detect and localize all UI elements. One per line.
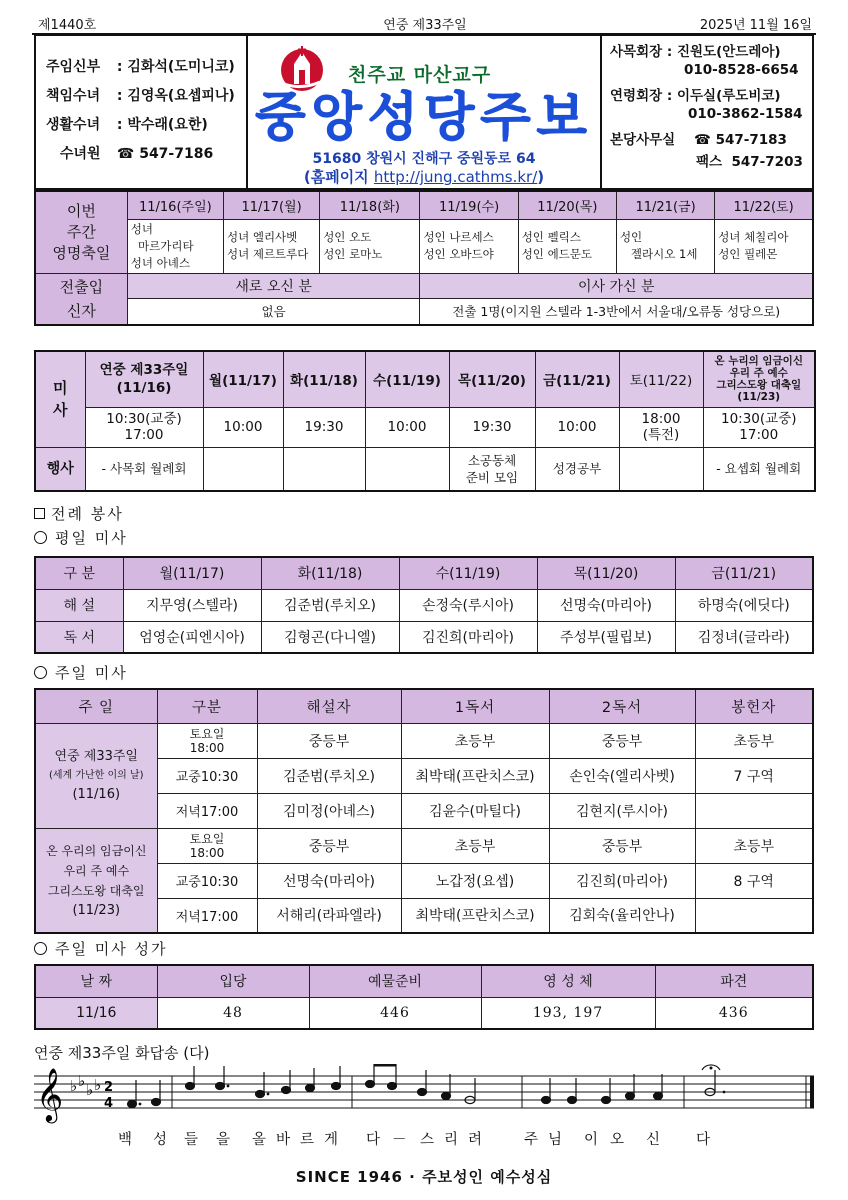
moved-members-header: 이사 가신 분 (420, 273, 813, 299)
moved-members-value: 전출 1명(이지원 스텔라 1-3반에서 서울대/오류동 성당으로) (420, 299, 813, 325)
table-cell: 노갑정(요셉) (401, 863, 549, 898)
clergy-info (36, 36, 248, 188)
mass-slot: 교중10:30 (157, 758, 257, 793)
lyric-syllable: 성 (153, 1132, 168, 1148)
event-cell: - 사목회 월례회 (85, 447, 203, 491)
new-members-value: 없음 (127, 299, 420, 325)
hymn-number: 193, 197 (481, 997, 655, 1029)
table-cell: 김현지(루시아) (549, 793, 695, 828)
bulletin-header (34, 34, 814, 190)
sunday-section-title: 주일 미사 (34, 662, 128, 683)
funeral-society-president: 연령회장 : 이두실(루도비코) (610, 88, 781, 104)
hymn-date: 11/16 (35, 997, 157, 1029)
lyric-syllable: 리 (444, 1132, 459, 1148)
mass-day: 화(11/18) (283, 351, 365, 407)
contact-info (600, 36, 812, 188)
table-cell: 8 구역 (695, 863, 813, 898)
hymn-table (34, 964, 814, 1030)
table-row (35, 997, 813, 1029)
diocese-logo-icon (280, 44, 328, 94)
weekday-section-title: 평일 미사 (34, 527, 128, 548)
table-cell: 김진희(마리아) (549, 863, 695, 898)
feast-saints: 성녀 엘리사벳 성녀 제르트루다 (223, 219, 319, 273)
feast-day: 11/22(토) (715, 191, 813, 219)
lyric-syllable: 게 (324, 1132, 339, 1148)
lyric-syllable: 르 (300, 1132, 315, 1148)
mass-side-label: 미 사 (35, 351, 85, 447)
phone-icon: ☎ (694, 132, 711, 148)
bulletin-title-block (248, 36, 600, 188)
svg-text:♭: ♭ (86, 1081, 94, 1099)
table-cell: 중등부 (549, 723, 695, 758)
sunday-mass-table (34, 688, 814, 934)
transfer-header: 전출입 신자 (35, 273, 127, 325)
circle-bullet-icon (34, 531, 47, 544)
column-header: 주 일 (35, 689, 157, 723)
table-row (35, 589, 813, 621)
table-row (35, 621, 813, 653)
column-header: 2독서 (549, 689, 695, 723)
mass-day: 연중 제33주일 (11/16) (85, 351, 203, 407)
event-cell: 성경공부 (535, 447, 619, 491)
event-label: 행사 (35, 447, 85, 491)
psalm-title: 연중 제33주일 화답송 (다) (34, 1044, 210, 1062)
homepage: (홈페이지 http://jung.cathms.kr/) (303, 168, 545, 186)
mass-day: 월(11/17) (203, 351, 283, 407)
table-row (35, 828, 813, 863)
table-cell: 최박태(프란치스코) (401, 758, 549, 793)
issue-number: 제1440호 (38, 18, 97, 33)
svg-text:♭: ♭ (94, 1076, 102, 1094)
hymn-number: 446 (309, 997, 481, 1029)
lyric-syllable: 바 (276, 1132, 291, 1148)
pastoral-council-president: 사목회장 : 진원도(안드레아) (610, 44, 781, 60)
feast-saints: 성녀 체칠리아 성인 필레몬 (715, 219, 813, 273)
footer-motto: SINCE 1946 · 주보성인 예수성심 (295, 1168, 553, 1186)
table-cell: 김준범(루치오) (257, 758, 401, 793)
circle-bullet-icon (34, 942, 47, 955)
table-cell: 엄영순(피엔시아) (123, 621, 261, 653)
event-cell (619, 447, 703, 491)
mass-time: 19:30 (449, 407, 535, 447)
hymn-number: 48 (157, 997, 309, 1029)
table-cell: 중등부 (257, 723, 401, 758)
mass-slot: 토요일 18:00 (157, 723, 257, 758)
event-cell: 소공동체 준비 모임 (449, 447, 535, 491)
mass-time: 18:00 (특전) (619, 407, 703, 447)
liturgy-section-title: 전례 봉사 (34, 503, 124, 524)
table-cell: 최박태(프란치스코) (401, 898, 549, 933)
column-header: 월(11/17) (123, 557, 261, 589)
funeral-society-phone: 010-3862-1584 (688, 106, 803, 122)
table-cell: 주성부(필립보) (537, 621, 675, 653)
column-header: 목(11/20) (537, 557, 675, 589)
mass-time: 10:00 (535, 407, 619, 447)
table-cell: 하명숙(에딧다) (675, 589, 813, 621)
table-cell: 손인숙(엘리사벳) (549, 758, 695, 793)
svg-text:♭: ♭ (78, 1072, 86, 1090)
mass-slot: 저녁17:00 (157, 793, 257, 828)
feast-day: 11/18(화) (320, 191, 420, 219)
mass-slot: 교중10:30 (157, 863, 257, 898)
masthead-line (38, 14, 812, 32)
pastoral-council-phone: 010-8528-6654 (684, 62, 799, 78)
sunday-name: 온 우리의 임금이신 우리 주 예수 그리스도왕 대축일 (11/23) (35, 828, 157, 933)
table-cell: 서해리(라파엘라) (257, 898, 401, 933)
lyric-syllable: 스 (420, 1132, 435, 1148)
feast-saints: 성인 펠릭스 성인 에드문도 (518, 219, 616, 273)
lyric-syllable: 이 (584, 1132, 599, 1148)
table-cell: 김미정(아녜스) (257, 793, 401, 828)
mass-day: 토(11/22) (619, 351, 703, 407)
table-cell: 김준범(루치오) (261, 589, 399, 621)
table-cell: 김진희(마리아) (399, 621, 537, 653)
feast-day: 11/19(수) (420, 191, 518, 219)
table-cell: 선명숙(마리아) (537, 589, 675, 621)
checkbox-icon (34, 508, 45, 519)
mass-time: 10:30(교중) 17:00 (85, 407, 203, 447)
mass-day: 수(11/19) (365, 351, 449, 407)
table-cell (695, 898, 813, 933)
lyric-syllable: 을 (216, 1132, 231, 1148)
event-cell (283, 447, 365, 491)
lyric-syllable: 다 (366, 1132, 381, 1148)
lyric-syllable: 오 (610, 1132, 625, 1148)
column-header: 파견 (655, 965, 813, 997)
new-members-header: 새로 오신 분 (127, 273, 420, 299)
diocese-name: 천주교 마산교구 (348, 64, 492, 86)
event-cell (203, 447, 283, 491)
phone-icon: ☎ (116, 146, 135, 162)
table-cell: 손정숙(루시아) (399, 589, 537, 621)
lyric-syllable: 주 (524, 1132, 539, 1148)
svg-text:4: 4 (104, 1096, 114, 1111)
feast-day: 11/17(월) (223, 191, 319, 219)
event-cell: - 요셉회 월례회 (703, 447, 815, 491)
column-header: 수(11/19) (399, 557, 537, 589)
column-header: 날 짜 (35, 965, 157, 997)
column-header: 구 분 (35, 557, 123, 589)
table-cell: 초등부 (695, 828, 813, 863)
feast-saints: 성녀 마르가리타 성녀 아녜스 (127, 219, 223, 273)
mass-slot: 저녁17:00 (157, 898, 257, 933)
lyric-syllable: 올 (252, 1132, 267, 1148)
row-header: 독 서 (35, 621, 123, 653)
column-header: 예물준비 (309, 965, 481, 997)
convent-row: 수녀원 ☎ 547-7186 (60, 146, 214, 162)
column-header: 입당 (157, 965, 309, 997)
liturgical-season: 연중 제33주일 (383, 18, 467, 33)
svg-text:♭: ♭ (70, 1077, 78, 1095)
mass-day: 온 누리의 임금이신 우리 주 예수 그리스도왕 대축일 (11/23) (703, 351, 815, 407)
parish-fax: 팩스 547-7203 (696, 154, 803, 170)
table-cell (695, 793, 813, 828)
lyric-syllable: － (392, 1132, 407, 1148)
column-header: 봉헌자 (695, 689, 813, 723)
column-header: 구분 (157, 689, 257, 723)
feast-header: 이번 주간 영명축일 (35, 191, 127, 273)
hymn-number: 436 (655, 997, 813, 1029)
lyric-syllable: 님 (548, 1132, 563, 1148)
event-cell (365, 447, 449, 491)
table-cell: 7 구역 (695, 758, 813, 793)
svg-text:2: 2 (104, 1080, 114, 1095)
table-cell: 초등부 (401, 723, 549, 758)
lyric-syllable: 백 (118, 1132, 133, 1148)
lyric-syllable: 신 (646, 1132, 661, 1148)
mass-day: 금(11/21) (535, 351, 619, 407)
row-header: 해 설 (35, 589, 123, 621)
bulletin-title: 중앙성당주보 (255, 88, 593, 148)
weekday-mass-table (34, 556, 814, 654)
column-header: 화(11/18) (261, 557, 399, 589)
mass-time: 10:30(교중) 17:00 (703, 407, 815, 447)
hymn-section-title: 주일 미사 성가 (34, 938, 167, 959)
table-cell: 중등부 (549, 828, 695, 863)
column-header: 영 성 체 (481, 965, 655, 997)
clergy-row: 주임신부 : 김화석(도미니코) (46, 59, 235, 75)
feast-saints: 성인 젤라시오 1세 (616, 219, 714, 273)
table-cell: 김정녀(글라라) (675, 621, 813, 653)
mass-slot: 토요일 18:00 (157, 828, 257, 863)
table-cell: 선명숙(마리아) (257, 863, 401, 898)
mass-day: 목(11/20) (449, 351, 535, 407)
lyric-syllable: 려 (468, 1132, 483, 1148)
feast-saints: 성인 나르세스 성인 오바드야 (420, 219, 518, 273)
feast-saints: 성인 오도 성인 로마노 (320, 219, 420, 273)
circle-bullet-icon (34, 666, 47, 679)
table-cell: 초등부 (695, 723, 813, 758)
column-header: 해설자 (257, 689, 401, 723)
lyric-syllable: 다 (696, 1132, 711, 1148)
table-cell: 초등부 (401, 828, 549, 863)
mass-time: 19:30 (283, 407, 365, 447)
sunday-name: 연중 제33주일 (세계 가난한 이의 날) (11/16) (35, 723, 157, 828)
table-cell: 김윤수(마틸다) (401, 793, 549, 828)
svg-text:𝄞: 𝄞 (36, 1067, 64, 1121)
column-header: 1독서 (401, 689, 549, 723)
feast-day: 11/16(주일) (127, 191, 223, 219)
lyric-syllable: 들 (184, 1132, 199, 1148)
clergy-row: 책임수녀 : 김영옥(요셉피나) (46, 88, 235, 104)
table-cell: 중등부 (257, 828, 401, 863)
feast-days-table (34, 190, 814, 326)
mass-time: 10:00 (203, 407, 283, 447)
feast-day: 11/21(금) (616, 191, 714, 219)
table-cell: 김회숙(율리안나) (549, 898, 695, 933)
table-row (35, 723, 813, 758)
homepage-link[interactable]: http://jung.cathms.kr/ (373, 168, 538, 186)
mass-schedule-table (34, 350, 816, 492)
clergy-row: 생활수녀 : 박수래(요한) (46, 117, 208, 133)
feast-day: 11/20(목) (518, 191, 616, 219)
table-cell: 지무영(스텔라) (123, 589, 261, 621)
issue-date: 2025년 11월 16일 (699, 18, 812, 33)
column-header: 금(11/21) (675, 557, 813, 589)
mass-time: 10:00 (365, 407, 449, 447)
table-cell: 김형곤(다니엘) (261, 621, 399, 653)
church-address: 51680 창원시 진해구 중원동로 64 (312, 151, 536, 167)
parish-office: 본당사무실 ☎ 547-7183 (610, 132, 787, 148)
